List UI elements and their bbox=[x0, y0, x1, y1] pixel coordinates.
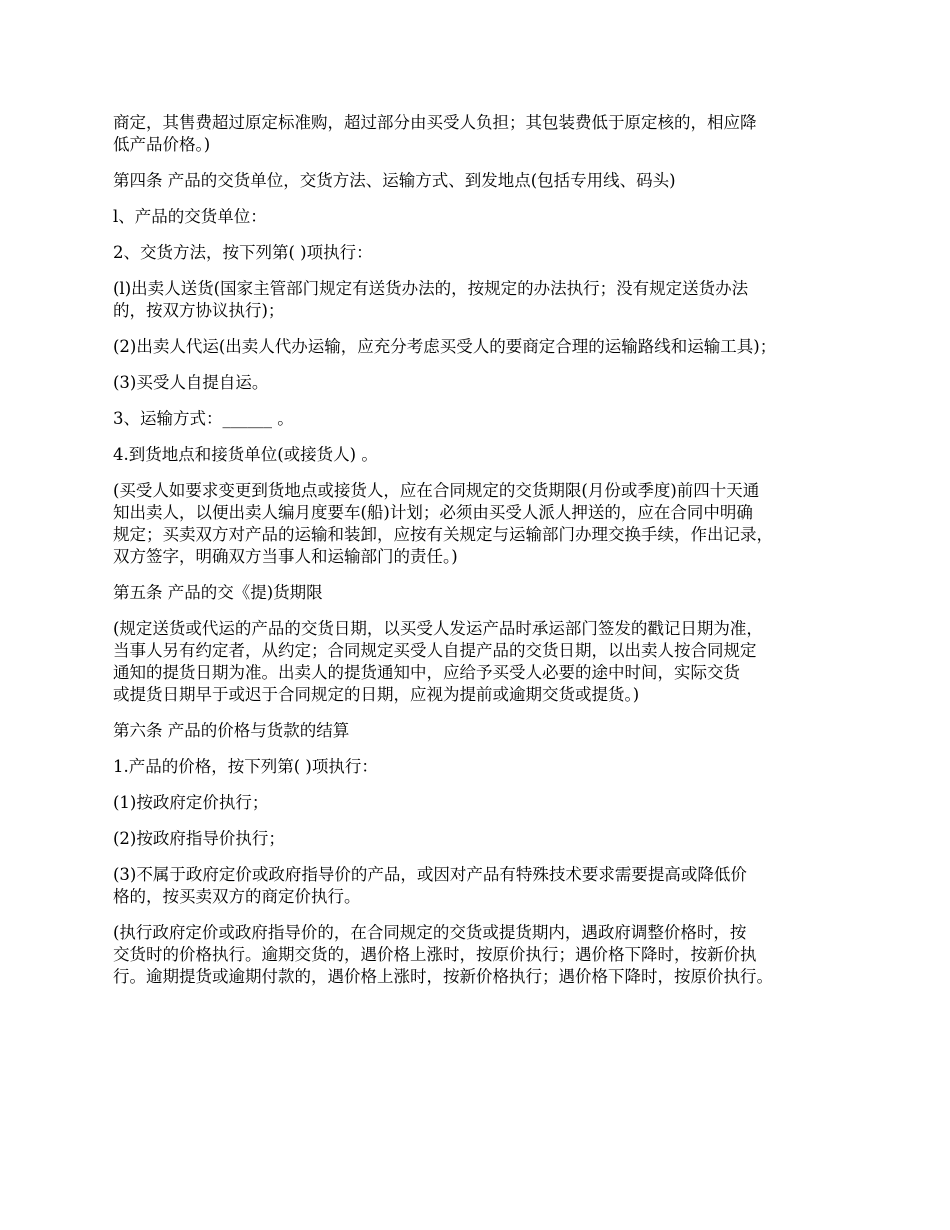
paragraph: (2)按政府指导价执行； bbox=[113, 829, 285, 848]
document-body bbox=[113, 112, 853, 1002]
paragraph: (l)出卖人送货(国家主管部门规定有送货办法的，按规定的办法执行；没有规定送货办法 的，按双方协议执行)； bbox=[113, 279, 749, 320]
paragraph: 4.到货地点和接货单位(或接货人) 。 bbox=[113, 445, 378, 464]
article-heading: 第六条 产品的价格与货款的结算 bbox=[113, 721, 350, 740]
paragraph: 1.产品的价格，按下列第( )项执行： bbox=[113, 757, 378, 776]
article-heading: 第四条 产品的交货单位，交货方法、运输方式、到发地点(包括专用线、码头) bbox=[113, 171, 676, 190]
paragraph: 2、交货方法，按下列第( )项执行： bbox=[113, 243, 373, 262]
paragraph: (1)按政府定价执行； bbox=[113, 793, 269, 812]
paragraph: (3)不属于政府定价或政府指导价的产品，或因对产品有特殊技术要求需要提高或降低价 格的，按买卖双方的商定价执行。 bbox=[113, 865, 747, 906]
paragraph: (2)出卖人代运(出卖人代办运输，应充分考虑买受人的要商定合理的运输路线和运输工具)； bbox=[113, 337, 777, 356]
paragraph: (执行政府定价或政府指导价的，在合同规定的交货或提货期内，遇政府调整价格时，按 交货时的价格执行。逾期交货的，遇价格上涨时，按原价执行；遇价格下降时，按新价执 行。逾期提货或逾期付款的，遇价格上涨时，按新价格执行；遇价格下降时，按原价执行。 bbox=[113, 923, 773, 986]
paragraph: (规定送货或代运的产品的交货日期，以买受人发运产品时承运部门签发的戳记日期为准， 当事人另有约定者，从约定；合同规定买受人自提产品的交货日期，以出卖人按合同规定 通知的提货日期为准。出卖人的提货通知中，应给予买受人必要的途中时间，实际交货 或提货日期早于或迟于合同规定的日期，应视为提前或逾期交货或提货。) bbox=[113, 619, 763, 704]
paragraph: 商定，其售费超过原定标准购，超过部分由买受人负担；其包装费低于原定核的，相应降 低产品价格。) bbox=[113, 113, 757, 154]
paragraph: l、产品的交货单位： bbox=[113, 207, 267, 226]
article-heading: 第五条 产品的交《提)货期限 bbox=[113, 583, 323, 602]
paragraph: (3)买受人自提自运。 bbox=[113, 373, 269, 392]
paragraph: 3、运输方式：______ 。 bbox=[113, 409, 294, 428]
paragraph: (买受人如要求变更到货地点或接货人，应在合同规定的交货期限(月份或季度)前四十天通 知出卖人，以便出卖人编月度要车(船)计划；必须由买受人派人押送的，应在合同中明确 规定；买卖双方对产品的运输和装卸，应按有关规定与运输部门办理交换手续，作出记录， 双方签字，明确双方当事人和运输部门的责任。) bbox=[113, 481, 773, 566]
